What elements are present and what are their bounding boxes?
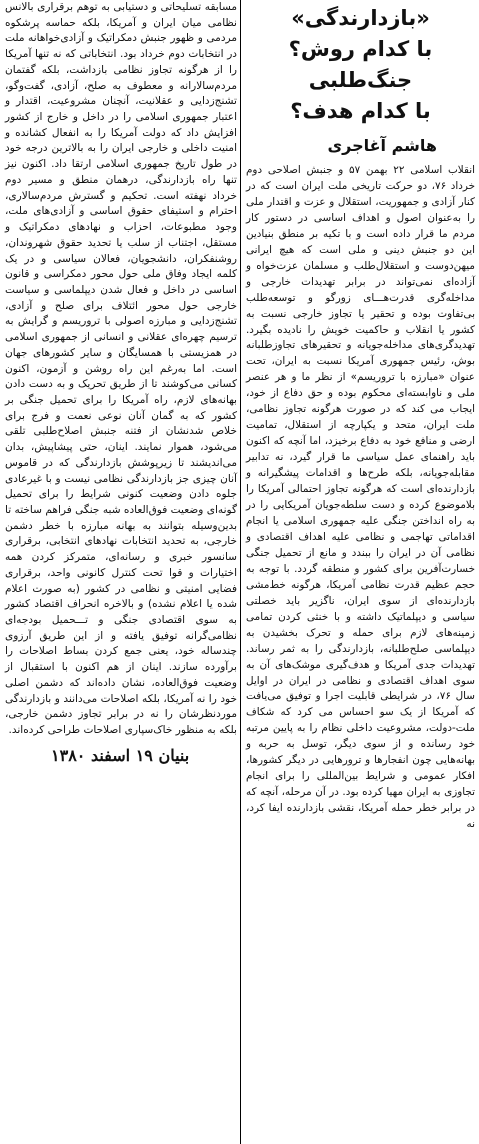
body-text-left: مسابقه تسلیحاتی و دستیابی به توهم برقراری بالانس نظامی میان ایران و آمریکا، بلکه حماسه پرشکوه مردمی و ظهور جنبش دمکراتیک و آزادی‌خواهانه ملت در انتخابات دوم خرداد بود. انتخاباتی که نه تنها آمریکا را از هرگونه تجاوز نظامی بازداشت، بلکه گفتمان مردم‌سالارانه و معطوف به صلح، آزادی، گفت‌وگو، تشنج‌زدایی و عقلانیت، آنچنان مشروعیت، اقتدار و اعتبار جمهوری اسلامی را در داخل و خارج از کشور افزایش داد که دولت آمریکا را به انفعال کشانده و امنیت داخلی و خارجی ایران را به بالاترین درجه خود در طول تاریخ جمهوری اسلامی ارتقا داد. اکنون نیز تنها راه بازدارندگی، درهمان منطق و مسیر دوم خرداد نهفته است. تحکیم و گسترش مردم‌سالاری، احترام و استیفای حقوق اساسی و آزادی‌های ملت، وجود مطبوعات، احزاب و نهادهای دمکراتیک و مستقل، اجتناب از سلب یا تحدید حقوق شهروندان، روشنفکران، دانشجویان، فعالان سیاسی و در یک کلمه ایجاد وفاق ملی حول محور دمکراسی و قانون اساسی در داخل و فعال شدن دیپلماسی و سیاست خارجی حول محور ائتلاف برای صلح و آزادی، تشنج‌زدایی و مبارزه اصولی با تروریسم و گرایش به ترسیم چهره‌ای عقلانی و انسانی از جمهوری اسلامی در همزیستی با همسایگان و سایر کشورهای جهان است. اما به‌رغم این راه روشن و آزمون، اکنون کسانی می‌کوشند تا از طریق تحریک و به دست دادن بهانه‌های لازم، راه آمریکا را برای تحمیل جنگی بر کشور که به گمان آنان نوعی نعمت و فرج برای خلاص شدنشان از فتنه جنبش اصلاح‌طلبی تلقی می‌شود، هموار نمایند. اینان، حتی پیشاپیش، بدان می‌اندیشند تا زیرپوشش بازدارندگی که در قاموس آنان چیزی جز بازدارندگی نظامی نیست و با غیرعادی جلوه دادن وضعیت کنونی شرایط را برای تحمیل گونه‌ای وضعیت فوق‌العاده شبه جنگی فراهم ساخته تا بدین‌وسیله بتوانند به بهانه مبارزه با خطر دشمن خارجی، به تحدید انتخابات نهادهای انتخابی، برقراری سانسور خبری و رسانه‌ای، متمرکز کردن همه اختیارات و قوا تحت کنترل کانونی واحد، برقراری فضایی امنیتی و نظامی در کشور (به صورت اعلام شده یا اعلام نشده) و بالاخره انحراف اقتصاد کشور به سوی اقتصادی جنگی و تـــحمیل بودجه‌ای نظامی‌گرانه توفیق یافته و از این طریق آرزوی چندساله خود، یعنی جمع کردن بساط اصلاحات را برآورده سازند. اینان از هم اکنون با استقبال از وضعیت فوق‌العاده، نشان داده‌اند که دشمن اصلی خود را نه آمریکا، بلکه اصلاحات می‌دانند و بازدارندگی موردنظرشان را نه در برابر تجاوز دشمن خارجی، بلکه به منظور خاک‌سپاری اصلاحات طراحی کرده‌اند. — [5, 1, 237, 737]
title-line-4: با کدام هدف؟ — [290, 99, 431, 123]
column-divider — [240, 0, 241, 1144]
source-signature: بنیان ۱۹ اسفند ۱۳۸۰ — [51, 745, 190, 765]
article-left-column — [5, 0, 237, 1144]
body-text-right: انقلاب اسلامی ۲۲ بهمن ۵۷ و جنبش اصلاحی دوم خرداد ۷۶، دو حرکت تاریخی ملت ایران است که در کنار آزادی و جمهوریت، استقلال و عزت و اقتدار ملی را به‌عنوان اصول و اهداف اساسی در دستور کار مردم ما قرار داده است و با تکیه بر منطق بنیادین این دو جنبش دینی و ملی است که هیچ ایرانی میهن‌دوست و استقلال‌طلب و مسلمان عزت‌خواه و آزاده‌ای نمی‌تواند در برابر تهدیدات خارجی و مداخله‌گری قدرت‌هـــای زورگو و توسعه‌طلب بی‌تفاوت بوده و تحقیر یا تجاوز خارجی نسبت به کشور یا انقلاب و حاکمیت خویش را نادیده بگیرد. تهدیدگری‌های مداخله‌جویانه و تحقیرهای تجاوزطلبانه بوش، رئیس جمهوری آمریکا نسبت به ایران، تحت عنوان «مبارزه با تروریسم» از نظر ما و هر عنصر ملی و ناوابسته‌ای محکوم بوده و حق دفاع از خود، ایجاب می کند که در صورت هرگونه تجاوز نظامی، ملت ایران، متحد و یکپارچه از استقلال، تمامیت ارضی و منافع خود به دفاع برخیزد، اما آنچه که اکنون باید راهنمای عمل سیاسی ما قرار گیرد، نه تدابیر مقابله‌جویانه، بلکه طرح‌ها و اقدامات پیشگیرانه و بازدارنده‌ای است که هرگونه تجاوز احتمالی آمریکا را بلاموضوع کرده و دست سلطه‌جویان آمریکایی را در به راه انداختن جنگی علیه جمهوری اسلامی یا انجام اقداماتی تهاجمی و نظامی علیه اهداف اقتصادی و نظامی آن در ایران را ببندد و مانع از تحمیل جنگی خسارت‌آفرین برای کشور و منطقه گردد. با توجه به حجم عظیم قدرت نظامی آمریکا، هرگونه خط‌مشی بازدارنده‌ای از سوی ایران، ناگزیر باید خصلتی سیاسی و دیپلماتیک داشته و با خنثی کردن تمامی زمینه‌های لازم برای حمله و تحرک بخشیدن به دیپلماسی صلح‌طلبانه، بازدارندگی را به ثمر رساند. تهدیدات جدی آمریکا و هدف‌گیری موشک‌های آن به سوی اهداف اقتصادی و نظامی در ایران در اوایل سال ۷۶، در شرایطی قابلیت اجرا و توفیق می‌یافت که آمریکا از یک سو احساس می کرد که شکاف ملت-دولت، مشروعیت داخلی نظام را به پایین مرتبه خود رسانده و از سوی دیگر، توسل به حربه و بهانه‌هایی چون انفجارها و ترورهایی در دیگر کشورها، افکار عمومی و شرایط بین‌المللی را برای انجام تجاوزی به ایران مهیا کرده بود. در آن مرحله، آنچه که در برابر خطر حمله آمریکا، نقشی بازدارنده ایفا کرد، نه — [246, 164, 475, 831]
title-line-2: با کدام روش؟ — [288, 37, 433, 61]
article-right-column — [246, 0, 475, 1144]
title-line-3: جنگ‌طلبی — [308, 68, 413, 92]
author-byline: هاشم آغاجری — [327, 136, 437, 155]
title-line-1: «بازدارندگی» — [291, 6, 430, 30]
article-title — [246, 3, 475, 127]
